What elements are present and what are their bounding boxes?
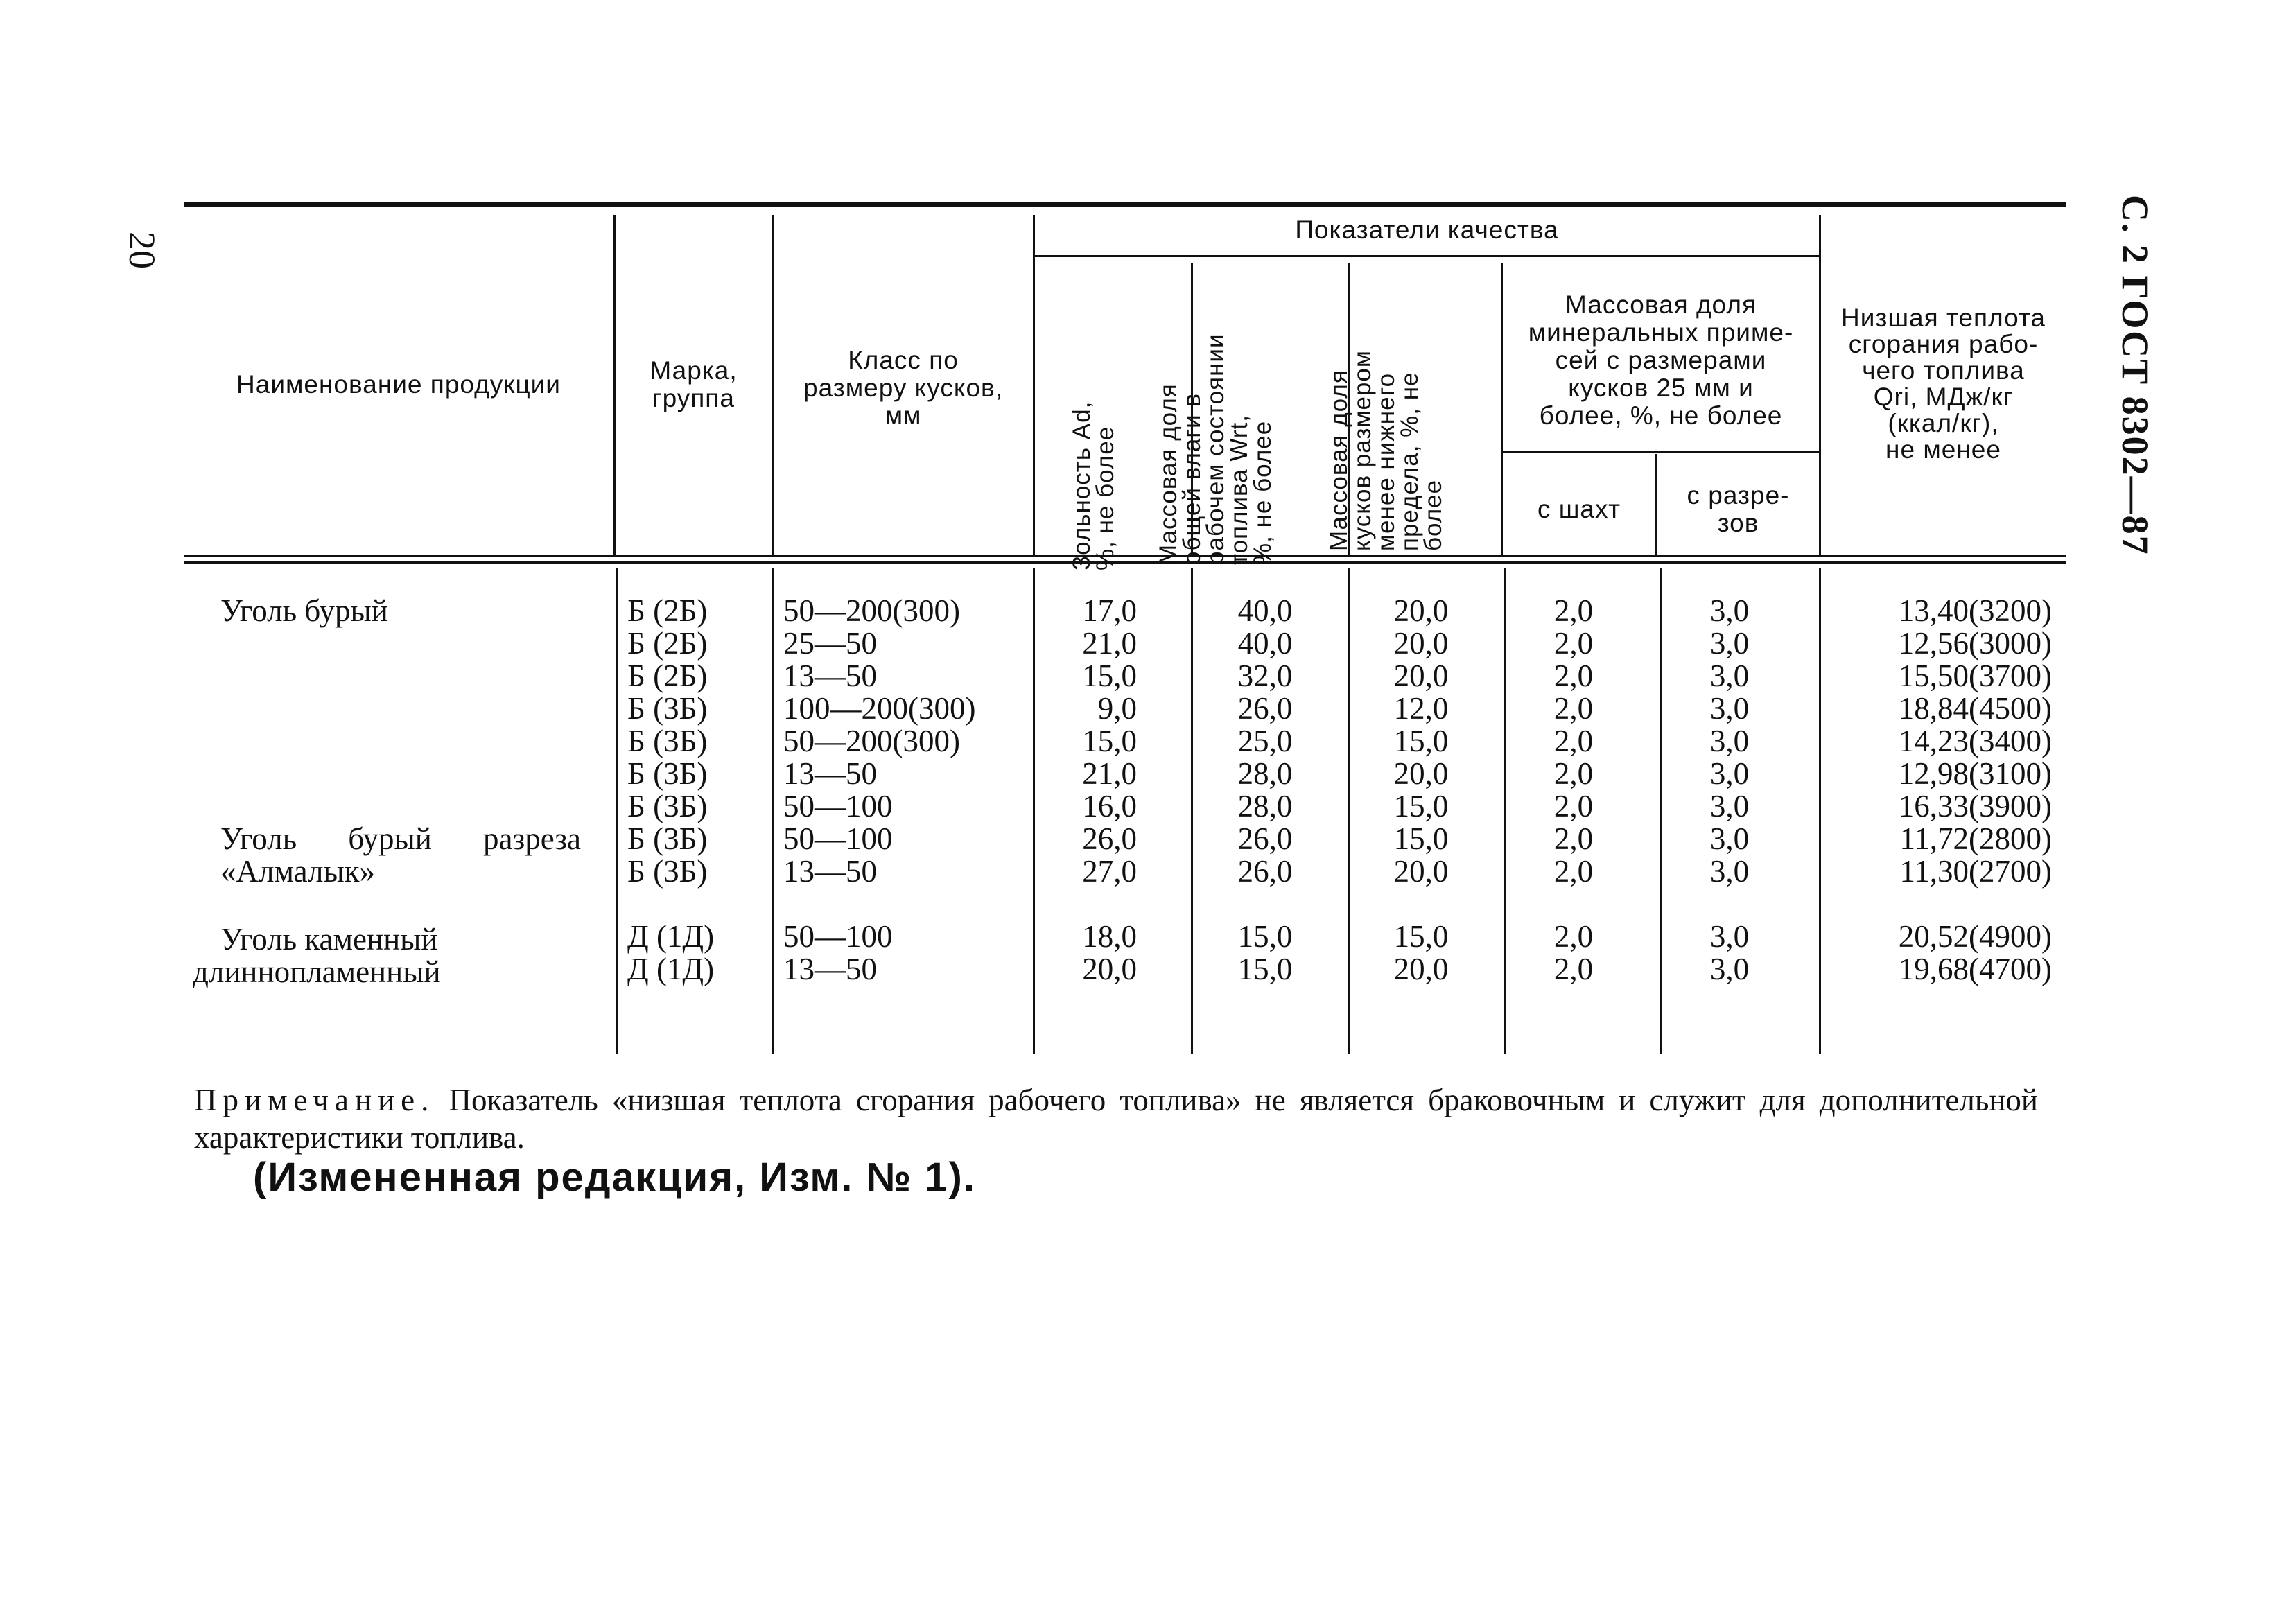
cell-heat: 15,50(3700) xyxy=(1898,658,2052,693)
header-product: Наименование продукции xyxy=(236,370,561,399)
product-name: Уголь бурый xyxy=(220,593,388,628)
grid-line xyxy=(1819,568,1821,1054)
cell-mines: 2,0 xyxy=(1553,952,1594,986)
cell-moisture: 26,0 xyxy=(1237,821,1293,856)
grid-line xyxy=(1504,568,1506,1054)
cell-ash: 15,0 xyxy=(1082,724,1137,758)
cell-heat: 20,52(4900) xyxy=(1898,919,2052,954)
cell-heat: 12,98(3100) xyxy=(1898,756,2052,791)
cell-fines xyxy=(1362,888,1480,920)
cell-ash: 20,0 xyxy=(1082,952,1137,986)
cell-fines: 15,0 xyxy=(1393,821,1449,856)
cell-fines: 15,0 xyxy=(1393,724,1449,758)
cell-ash: 18,0 xyxy=(1082,919,1137,954)
cell-grade: Б (2Б) xyxy=(627,593,708,628)
cell-ash: 16,0 xyxy=(1082,789,1137,823)
cell-pits: 3,0 xyxy=(1709,854,1750,889)
standard-reference: С. 2 ГОСТ 8302—87 xyxy=(2114,195,2156,556)
cell-mines: 2,0 xyxy=(1553,789,1594,823)
cell-size: 100—200(300) xyxy=(783,691,976,726)
product-name: Уголь бурый разреза «Алмалык» xyxy=(220,821,581,889)
cell-moisture: 32,0 xyxy=(1237,658,1293,693)
column-mines xyxy=(1515,595,1632,986)
cell-moisture: 15,0 xyxy=(1237,952,1293,986)
column-fines xyxy=(1362,595,1480,986)
cell-grade: Д (1Д) xyxy=(627,952,715,986)
cell-pits: 3,0 xyxy=(1709,724,1750,758)
cell-mines: 2,0 xyxy=(1553,626,1594,661)
cell-fines: 20,0 xyxy=(1393,658,1449,693)
cell-pits xyxy=(1671,888,1788,920)
column-size xyxy=(783,595,1019,986)
cell-heat: 19,68(4700) xyxy=(1898,952,2052,986)
cell-pits: 3,0 xyxy=(1709,593,1750,628)
cell-heat: 18,84(4500) xyxy=(1898,691,2052,726)
cell-ash: 26,0 xyxy=(1082,821,1137,856)
cell-grade: Б (3Б) xyxy=(627,724,708,758)
table-top-rule xyxy=(184,202,2066,207)
header-ash: Зольность Ad, %, не более xyxy=(1068,401,1119,570)
product-name: Уголь каменный длиннопламенный xyxy=(193,922,441,989)
cell-moisture: 40,0 xyxy=(1237,593,1293,628)
cell-moisture: 28,0 xyxy=(1237,756,1293,791)
cell-mines: 2,0 xyxy=(1553,593,1594,628)
cell-size: 13—50 xyxy=(783,658,877,693)
cell-heat xyxy=(1823,888,2052,920)
cell-size: 50—100 xyxy=(783,789,893,823)
cell-grade: Б (2Б) xyxy=(627,626,708,661)
cell-size: 50—200(300) xyxy=(783,593,960,628)
cell-pits: 3,0 xyxy=(1709,756,1750,791)
cell-fines: 20,0 xyxy=(1393,854,1449,889)
grid-line xyxy=(1033,215,1035,555)
header-heat: Низшая теплота сгорания рабо- чего топлива Qri, МДж/кг (ккал/кг), не менее xyxy=(1841,304,2046,464)
cell-mines: 2,0 xyxy=(1553,919,1594,954)
cell-heat: 11,72(2800) xyxy=(1899,821,2052,856)
column-heat xyxy=(1823,595,2052,986)
header-size-class: Класс по размеру кусков, мм xyxy=(803,346,1003,430)
grid-line xyxy=(1660,568,1662,1054)
cell-grade xyxy=(627,888,766,920)
cell-grade: Б (3Б) xyxy=(627,854,708,889)
grid-line xyxy=(1503,451,1819,453)
header-moisture: Массовая доля общей влаги в рабочем состоянии топлива Wrt, %, не более xyxy=(1155,333,1276,565)
cell-ash: 21,0 xyxy=(1082,626,1137,661)
cell-fines: 15,0 xyxy=(1393,919,1449,954)
cell-mines: 2,0 xyxy=(1553,691,1594,726)
cell-pits: 3,0 xyxy=(1709,691,1750,726)
cell-ash: 15,0 xyxy=(1082,658,1137,693)
cell-moisture: 25,0 xyxy=(1237,724,1293,758)
page-number: 20 xyxy=(121,232,163,269)
cell-ash: 17,0 xyxy=(1082,593,1137,628)
header-quality-group: Показатели качества xyxy=(1295,216,1559,244)
cell-moisture: 26,0 xyxy=(1237,854,1293,889)
cell-fines: 15,0 xyxy=(1393,789,1449,823)
cell-grade: Б (3Б) xyxy=(627,821,708,856)
cell-pits: 3,0 xyxy=(1709,919,1750,954)
cell-size: 13—50 xyxy=(783,952,877,986)
cell-size xyxy=(783,888,1019,920)
cell-moisture: 26,0 xyxy=(1237,691,1293,726)
grid-line xyxy=(616,568,618,1054)
cell-size: 25—50 xyxy=(783,626,877,661)
column-pits xyxy=(1671,595,1788,986)
cell-fines: 12,0 xyxy=(1393,691,1449,726)
column-grade xyxy=(627,595,766,986)
cell-size: 50—100 xyxy=(783,821,893,856)
cell-mines: 2,0 xyxy=(1553,821,1594,856)
cell-moisture: 28,0 xyxy=(1237,789,1293,823)
grid-line xyxy=(1191,568,1193,1054)
cell-mines: 2,0 xyxy=(1553,854,1594,889)
column-moisture xyxy=(1206,595,1324,986)
cell-pits: 3,0 xyxy=(1709,789,1750,823)
header-fines: Массовая доля кусков размером менее нижнего предела, %, не более xyxy=(1325,350,1447,551)
cell-grade: Б (2Б) xyxy=(627,658,708,693)
header-grade: Марка, группа xyxy=(650,356,738,412)
cell-pits: 3,0 xyxy=(1709,626,1750,661)
grid-line xyxy=(1033,568,1035,1054)
cell-ash xyxy=(1040,888,1137,920)
cell-moisture: 15,0 xyxy=(1237,919,1293,954)
cell-fines: 20,0 xyxy=(1393,756,1449,791)
note-label: Примечание. xyxy=(194,1083,435,1117)
cell-mines xyxy=(1515,888,1632,920)
cell-fines: 20,0 xyxy=(1393,593,1449,628)
column-ash xyxy=(1040,595,1137,986)
cell-heat: 13,40(3200) xyxy=(1898,593,2052,628)
cell-heat: 11,30(2700) xyxy=(1899,854,2052,889)
cell-grade: Б (3Б) xyxy=(627,789,708,823)
cell-grade: Б (3Б) xyxy=(627,756,708,791)
cell-heat: 16,33(3900) xyxy=(1898,789,2052,823)
cell-pits: 3,0 xyxy=(1709,952,1750,986)
cell-heat: 12,56(3000) xyxy=(1898,626,2052,661)
table-note xyxy=(194,1081,2038,1156)
cell-fines: 20,0 xyxy=(1393,952,1449,986)
header-mineral: Массовая доля минеральных приме- сей с размерами кусков 25 мм и более, %, не более xyxy=(1528,290,1794,430)
cell-ash: 27,0 xyxy=(1082,854,1137,889)
cell-size: 13—50 xyxy=(783,756,877,791)
grid-line xyxy=(772,568,774,1054)
cell-grade: Д (1Д) xyxy=(627,919,715,954)
cell-ash: 21,0 xyxy=(1082,756,1137,791)
header-mines: с шахт xyxy=(1537,495,1621,523)
grid-line xyxy=(1348,568,1350,1054)
cell-size: 50—100 xyxy=(783,919,893,954)
cell-size: 13—50 xyxy=(783,854,877,889)
cell-pits: 3,0 xyxy=(1709,658,1750,693)
cell-mines: 2,0 xyxy=(1553,724,1594,758)
cell-ash: 9,0 xyxy=(1097,691,1137,726)
cell-grade: Б (3Б) xyxy=(627,691,708,726)
cell-heat: 14,23(3400) xyxy=(1898,724,2052,758)
edition-note: (Измененная редакция, Изм. № 1). xyxy=(253,1155,976,1200)
cell-fines: 20,0 xyxy=(1393,626,1449,661)
cell-mines: 2,0 xyxy=(1553,658,1594,693)
header-pits: с разре- зов xyxy=(1687,481,1790,537)
cell-pits: 3,0 xyxy=(1709,821,1750,856)
cell-mines: 2,0 xyxy=(1553,756,1594,791)
cell-size: 50—200(300) xyxy=(783,724,960,758)
cell-moisture xyxy=(1206,888,1324,920)
note-text: Показатель «низшая теплота сгорания рабочего топлива» не является браковочным и служит для дополнительной характеристики топлива. xyxy=(194,1083,2039,1155)
cell-moisture: 40,0 xyxy=(1237,626,1293,661)
grid-line xyxy=(1035,255,1819,257)
